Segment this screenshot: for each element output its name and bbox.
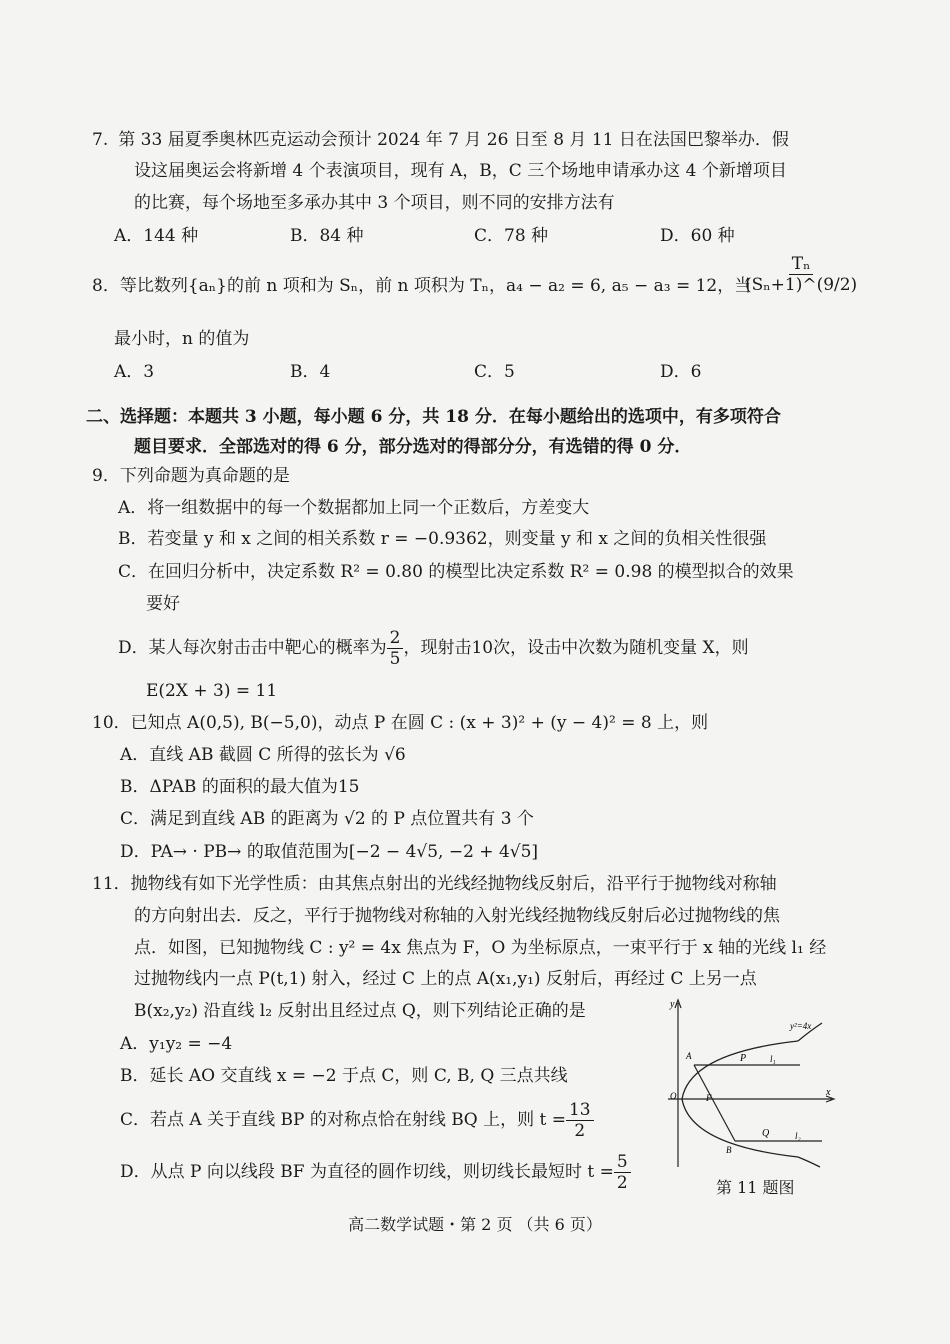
- q9-d-fraction: $\frac{2}{5}$: [387, 628, 404, 669]
- q9-stem: 9．下列命题为真命题的是: [92, 466, 290, 486]
- q9-option-b: B．若变量 y 和 x 之间的相关系数 r = −0.9362，则变量 y 和 x 之间的负相关性很强: [118, 529, 767, 549]
- q9-option-d-line2: E(2X + 3) = 11: [146, 681, 278, 701]
- q8-option-b: B．4: [290, 362, 331, 382]
- q8-number: 8．: [92, 276, 120, 296]
- point-q-label: Q: [762, 1128, 770, 1139]
- q11-option-c: C．若点 A 关于直线 BP 的对称点恰在射线 BQ 上，则 t = $\frac{13}{2}$: [120, 1098, 594, 1142]
- q8-line2: 最小时，n 的值为: [114, 329, 250, 349]
- q7-line1: 7. 第 33 届夏季奥林匹克运动会预计 2024 年 7 月 26 日至 8 月 11 日在法国巴黎举办．假: [92, 130, 789, 150]
- section2-line2: 题目要求．全部选对的得 6 分，部分选对的得部分分，有选错的得 0 分．: [134, 437, 692, 457]
- q7-option-a: A．144 种: [114, 226, 199, 246]
- q10-option-d: D．PA→ · PB→ 的取值范围为[−2 − 4√5, −2 + 4√5]: [120, 842, 539, 862]
- q10-option-c: C．满足到直线 AB 的距离为 √2 的 P 点位置共有 3 个: [120, 809, 534, 829]
- q11-line2: 的方向射出去．反之，平行于抛物线对称轴的入射光线经抛物线反射后必过抛物线的焦: [134, 906, 780, 926]
- point-b-label: B: [726, 1145, 732, 1155]
- q11-line5: B(x₂,y₂) 沿直线 l₂ 反射出且经过点 Q，则下列结论正确的是: [134, 1001, 586, 1021]
- q8-option-d: D．6: [660, 362, 702, 382]
- q9-option-d-line1: D．某人每次射击击中靶心的概率为 $\frac{2}{5}$ ，现射击10次，设击中次数为随机变量 X，则: [118, 628, 749, 669]
- q9-option-a: A．将一组数据中的每一个数据都加上同一个正数后，方差变大: [118, 498, 590, 518]
- origin-label: O: [670, 1091, 677, 1101]
- q10-option-b: B．ΔPAB 的面积的最大值为15: [120, 777, 360, 797]
- focus-label: F: [706, 1093, 712, 1103]
- q11-option-a: A．y₁y₂ = −4: [120, 1034, 233, 1054]
- point-p-label: P: [740, 1053, 747, 1064]
- x-axis-label: x: [826, 1087, 831, 1098]
- q10-option-a: A．直线 AB 截圆 C 所得的弦长为 √6: [120, 745, 406, 765]
- q11-line1: 11．抛物线有如下光学性质：由其焦点射出的光线经抛物线反射后，沿平行于抛物线对称轴: [92, 874, 777, 894]
- q11-line3: 点．如图，已知抛物线 C : y² = 4x 焦点为 F，O 为坐标原点，一束平行于 x 轴的光线 l₁ 经: [134, 938, 827, 958]
- q7-option-c: C．78 种: [474, 226, 549, 246]
- q8-fraction: $\frac{\text{Tₙ}}{\text{(Sₙ+1)\textasciicircum{}(9/2)}}$: [745, 254, 858, 295]
- q7-option-d: D．60 种: [660, 226, 735, 246]
- q10-stem: 10．已知点 A(0,5), B(−5,0)，动点 P 在圆 C : (x + 3)² + (y − 4)² = 8 上，则: [92, 713, 709, 733]
- q11-number: 11．: [92, 874, 131, 894]
- q9-option-c-line1: C．在回归分析中，决定系数 R² = 0.80 的模型比决定系数 R² = 0.98 的模型拟合的效果: [118, 562, 794, 582]
- q11-c-fraction: $\frac{13}{2}$: [566, 1100, 594, 1141]
- q8-line1: 8．等比数列{aₙ}的前 n 项和为 Sₙ，前 n 项积为 Tₙ，a₄ − a₂ = 6, a₅ − a₃ = 12，当: [92, 276, 752, 296]
- curve-label: y²=4x: [790, 1021, 812, 1031]
- q9-option-c-line2: 要好: [146, 594, 180, 614]
- q11-figure: [650, 995, 840, 1175]
- q8-option-a: A．3: [114, 362, 155, 382]
- q11-d-fraction: $\frac{5}{2}$: [614, 1152, 631, 1193]
- section2-line1: 二、选择题：本题共 3 小题，每小题 6 分，共 18 分．在每小题给出的选项中，有多项符合: [86, 407, 781, 427]
- page-footer: 高二数学试题・第 2 页 （共 6 页）: [348, 1215, 602, 1234]
- q8-option-c: C．5: [474, 362, 515, 382]
- q11-line4: 过抛物线内一点 P(t,1) 射入，经过 C 上的点 A(x₁,y₁) 反射后，再经过 C 上另一点: [134, 969, 757, 989]
- l2-label: l₂: [795, 1131, 801, 1141]
- q11-option-b: B．延长 AO 交直线 x = −2 于点 C，则 C, B, Q 三点共线: [120, 1066, 568, 1086]
- q7-line3: 的比赛，每个场地至多承办其中 3 个项目，则不同的安排方法有: [134, 193, 615, 213]
- q7-option-b: B．84 种: [290, 226, 364, 246]
- q10-number: 10．: [92, 713, 131, 733]
- q7-number: 7.: [92, 130, 109, 150]
- y-axis-label: y: [670, 999, 675, 1010]
- figure-caption: 第 11 题图: [716, 1178, 795, 1197]
- chord-ab: [694, 1065, 735, 1141]
- q11-option-d: D．从点 P 向以线段 BF 为直径的圆作切线，则切线长最短时 t = $\frac{5}{2}$: [120, 1150, 631, 1194]
- l1-label: l₁: [770, 1054, 776, 1064]
- q7-line2: 设这届奥运会将新增 4 个表演项目，现有 A，B，C 三个场地申请承办这 4 个新增项目: [134, 161, 787, 181]
- parabola-lower-tail: [798, 1157, 820, 1167]
- point-a-label: A: [686, 1051, 692, 1061]
- q9-number: 9．: [92, 466, 120, 486]
